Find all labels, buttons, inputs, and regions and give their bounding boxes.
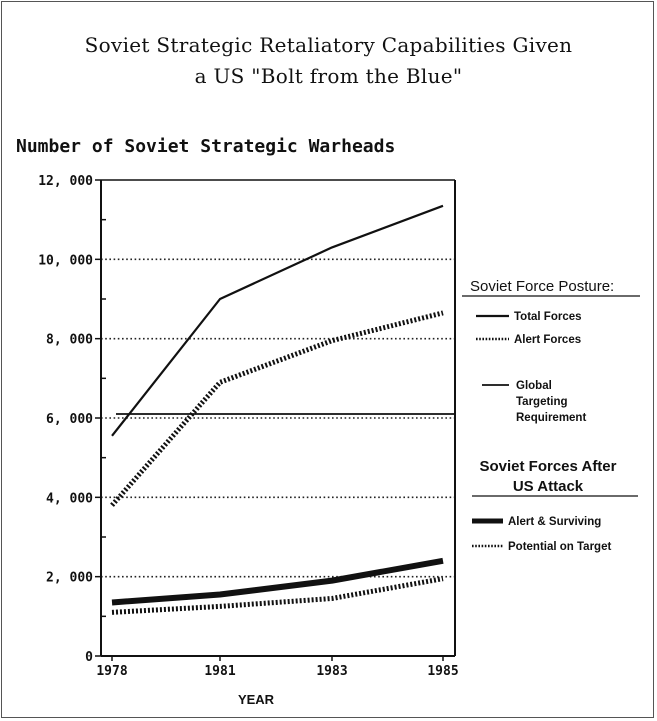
y-tick-label-0: 0 — [85, 650, 93, 665]
legend-global-targeting-label-1: Global — [516, 380, 552, 392]
chart-title-line-1: Soviet Strategic Retaliatory Capabilities Given — [84, 33, 573, 57]
y-tick-label-2000: 2, 000 — [46, 570, 93, 586]
y-tick-label-8000: 8, 000 — [46, 332, 93, 348]
x-tick-label-1981: 1981 — [204, 664, 236, 679]
x-tick-label-1983: 1983 — [316, 664, 348, 679]
legend — [462, 278, 640, 553]
legend-alert-surviving-label: Alert & Surviving — [508, 516, 602, 528]
x-ticks — [96, 656, 458, 707]
y-tick-label-10000: 10, 000 — [38, 253, 93, 269]
series-potential-on-target — [112, 579, 443, 613]
legend-total-forces-label: Total Forces — [514, 311, 582, 323]
legend-potential-on-target-label: Potential on Target — [508, 541, 612, 553]
legend-group-2-title-1: Soviet Forces After — [479, 458, 617, 475]
x-tick-label-1978: 1978 — [96, 664, 128, 679]
legend-group-2-title-2: US Attack — [512, 478, 584, 495]
legend-global-targeting-label-2: Targeting — [516, 396, 568, 408]
chart-title-line-2: a US "Bolt from the Blue" — [194, 64, 463, 88]
legend-alert-forces-label: Alert Forces — [514, 334, 582, 346]
series-alert-surviving — [112, 561, 443, 603]
y-tick-label-6000: 6, 000 — [46, 412, 93, 427]
y-axis-title: Number of Soviet Strategic Warheads — [16, 136, 396, 157]
grid-lines — [101, 259, 455, 576]
y-tick-label-4000: 4, 000 — [46, 491, 93, 507]
x-axis-title: YEAR — [237, 692, 275, 707]
series-total-forces — [112, 206, 443, 436]
legend-group-1-title: Soviet Force Posture: — [470, 278, 615, 295]
y-ticks — [38, 174, 106, 665]
series-alert-forces — [112, 313, 443, 505]
y-tick-label-12000: 12, 000 — [38, 174, 93, 189]
x-tick-label-1985: 1985 — [427, 664, 459, 679]
series-lines — [112, 206, 455, 613]
legend-global-targeting-label-3: Requirement — [516, 412, 587, 424]
